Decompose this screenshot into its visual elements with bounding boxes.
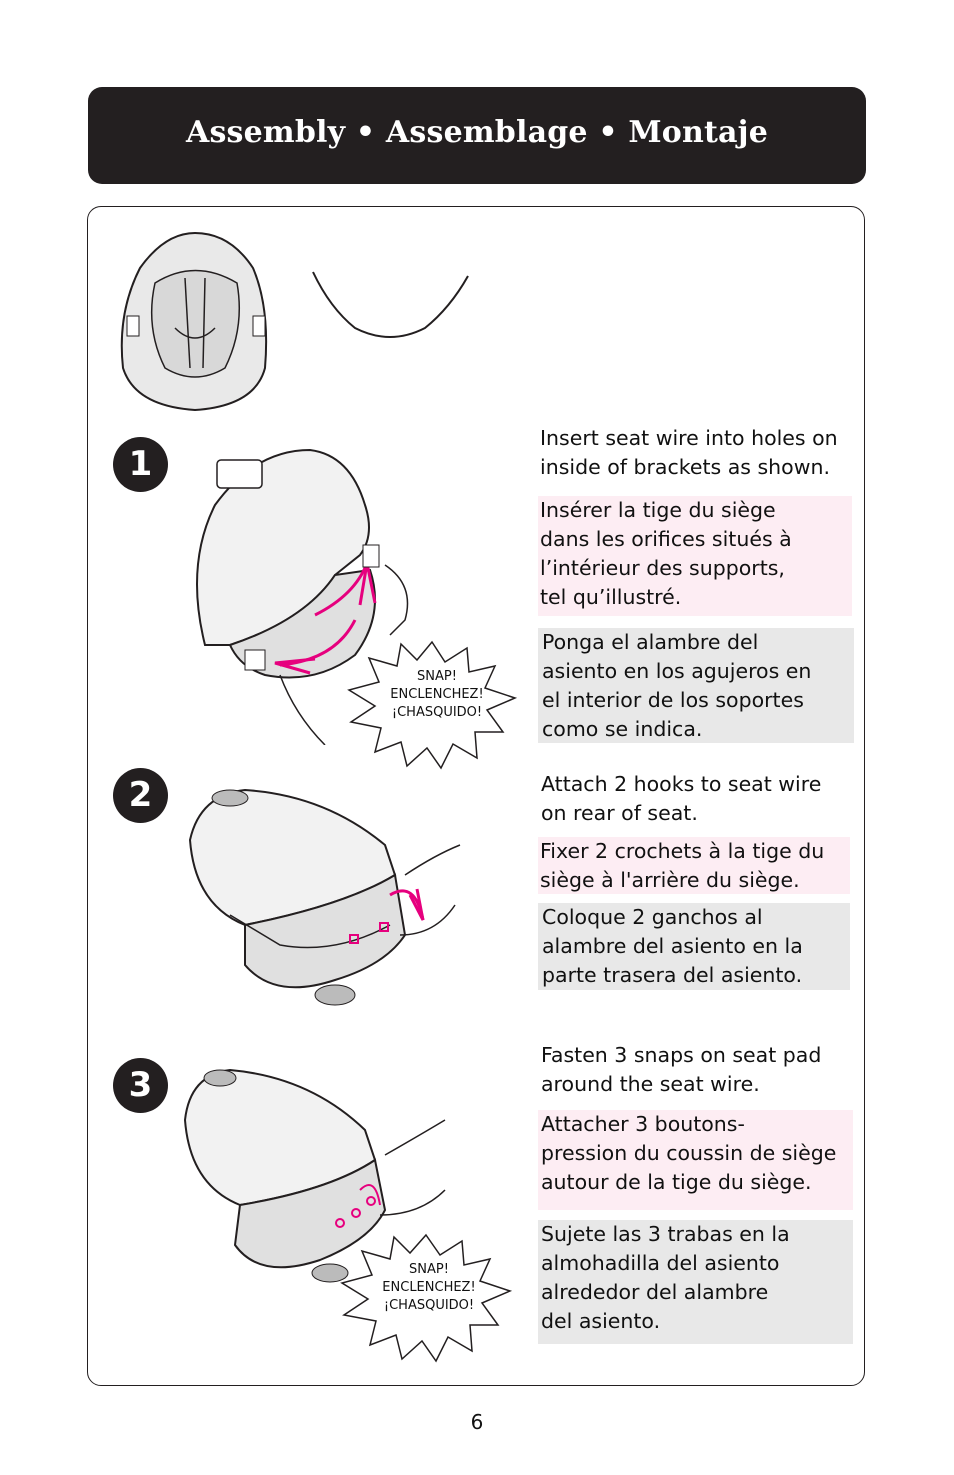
section-title: Assembly • Assemblage • Montaje <box>185 115 769 150</box>
step-2-number: 2 <box>113 768 168 823</box>
step-1-spanish: Ponga el alambre del asiento en los agujeros en el interior de los soportes como se indica. <box>538 628 854 743</box>
step-2-illustration <box>185 785 465 1015</box>
step-3-french: Attacher 3 boutons- pression du coussin de siège autour de la tige du siège. <box>538 1110 853 1210</box>
page-number: 6 <box>470 1410 484 1434</box>
step-3-spanish: Sujete las 3 trabas en la almohadilla del asiento alrededor del alambre del asiento. <box>538 1220 853 1344</box>
snap-label-2: SNAP! ENCLENCHEZ! ¡CHASQUIDO! <box>382 1262 476 1313</box>
seat-wire-icon <box>305 268 475 348</box>
snap-label-1: SNAP! ENCLENCHEZ! ¡CHASQUIDO! <box>390 669 484 720</box>
step-2-english: Attach 2 hooks to seat wire on rear of seat. <box>541 772 822 825</box>
step-1-english: Insert seat wire into holes on inside of brackets as shown. <box>540 426 838 479</box>
step-2-spanish: Coloque 2 ganchos al alambre del asiento en la parte trasera del asiento. <box>538 903 850 990</box>
step-3-number: 3 <box>113 1058 168 1113</box>
step-3-english: Fasten 3 snaps on seat pad around the seat wire. <box>541 1043 822 1096</box>
section-header <box>88 87 866 184</box>
step-2-french: Fixer 2 crochets à la tige du siège à l'arrière du siège. <box>538 837 850 894</box>
seat-pad-icon <box>115 228 275 413</box>
step-1-french: Insérer la tige du siège dans les orifices situés à l’intérieur des supports, tel qu’illustré. <box>538 496 852 616</box>
step-1-number: 1 <box>113 437 168 492</box>
